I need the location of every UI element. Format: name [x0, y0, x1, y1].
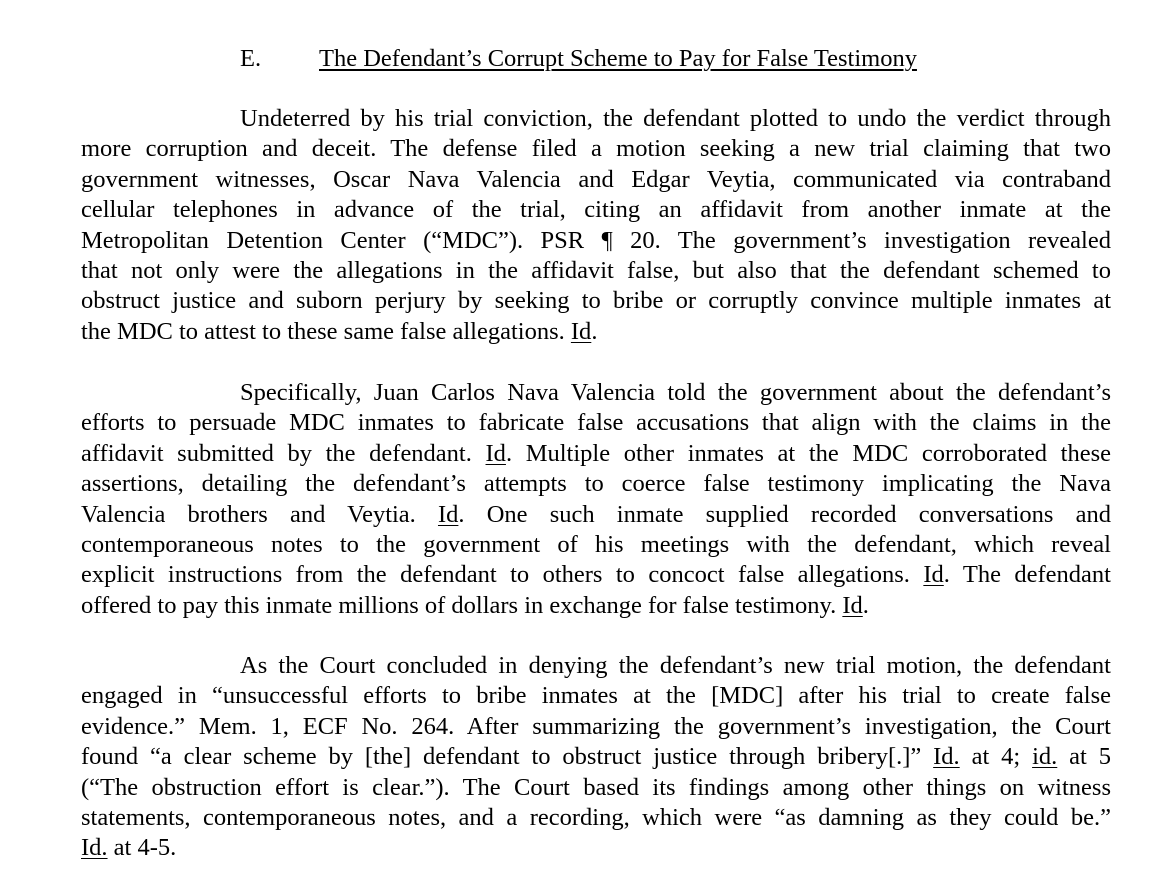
paragraph-line [81, 165, 1111, 195]
text-run: Specifically, Juan Carlos Nava Valencia told the government about the defendant’s [240, 379, 1111, 406]
paragraph-line [81, 378, 1111, 408]
text-run: contemporaneous notes to the government of his meetings with the defendant, which reveal [81, 530, 1111, 558]
citation-id: Id [570, 317, 592, 345]
paragraph-line [81, 286, 1111, 316]
paragraph-line [81, 681, 1111, 711]
paragraph-line [81, 317, 1111, 347]
text-run: affidavit submitted by the defendant. [81, 439, 486, 467]
text-run: As the Court concluded in denying the defendant’s new trial motion, the defendant [240, 652, 1111, 679]
citation-id: Id. [81, 834, 108, 862]
text-run: . One such inmate supplied recorded conversations and [458, 500, 1111, 528]
text-run: government witnesses, Oscar Nava Valencia and Edgar Veytia, communicated via contraband [81, 165, 1111, 193]
paragraph-line [81, 469, 1111, 499]
citation-id: id. [1032, 743, 1058, 771]
paragraph-2 [81, 378, 1111, 621]
text-run: engaged in “unsuccessful efforts to bribe inmates at the [MDC] after his trial to create false [81, 682, 1111, 710]
paragraph-line [81, 591, 1111, 621]
paragraph-line [81, 134, 1111, 164]
text-run: evidence.” Mem. 1, ECF No. 264. After summarizing the government’s investigation, the Court [81, 712, 1111, 740]
paragraph-line [81, 651, 1111, 681]
citation-id: Id [485, 439, 506, 467]
section-letter: E. [240, 45, 262, 72]
paragraph-line [81, 439, 1111, 469]
paragraph-line [81, 408, 1111, 438]
paragraph-1 [81, 104, 1111, 347]
text-run: the MDC to attest to these same false allegations. [81, 317, 571, 345]
paragraph-line [81, 530, 1111, 560]
text-run: that not only were the allegations in the affidavit false, but also that the defendant schemed to [81, 256, 1111, 284]
text-run: obstruct justice and suborn perjury by seeking to bribe or corruptly convince multiple inmates at [81, 287, 1111, 315]
paragraph-line [81, 500, 1111, 530]
section-heading [0, 42, 1152, 76]
paragraph-line [81, 256, 1111, 286]
paragraph-line [81, 773, 1111, 803]
text-run: at 4-5. [107, 834, 177, 862]
paragraph-line [81, 560, 1111, 590]
citation-id: Id [437, 500, 459, 528]
text-run: (“The obstruction effort is clear.”). The Court based its findings among other things on witness [81, 773, 1111, 801]
text-run: statements, contemporaneous notes, and a recording, which were “as damning as they could be.” [81, 803, 1111, 831]
text-run: . [862, 591, 869, 619]
text-run: at 5 [1057, 743, 1111, 771]
text-run: . [591, 317, 598, 345]
paragraph-line [81, 803, 1111, 833]
paragraph-line [81, 712, 1111, 742]
citation-id: Id. [933, 743, 960, 771]
text-run: . Multiple other inmates at the MDC corroborated these [505, 439, 1111, 467]
text-run: found “a clear scheme by [the] defendant to obstruct justice through bribery[.]” [81, 743, 934, 771]
text-run: more corruption and deceit. The defense filed a motion seeking a new trial claiming that two [81, 135, 1111, 163]
paragraph-line [81, 226, 1111, 256]
citation-id: Id [842, 591, 863, 619]
paragraph-3 [81, 651, 1111, 864]
text-run: assertions, detailing the defendant’s attempts to coerce false testimony implicating the Nava [81, 470, 1111, 498]
text-run: offered to pay this inmate millions of dollars in exchange for false testimony. [81, 591, 843, 619]
text-run: Undeterred by his trial conviction, the defendant plotted to undo the verdict through [240, 105, 1111, 132]
text-run: explicit instructions from the defendant to others to concoct false allegations. [81, 561, 924, 589]
text-run: Valencia brothers and Veytia. [81, 500, 438, 528]
paragraph-line [81, 195, 1111, 225]
citation-id: Id [923, 561, 944, 589]
text-run: . The defendant [943, 561, 1111, 589]
text-run: at 4; [959, 743, 1033, 771]
text-run: Metropolitan Detention Center (“MDC”). PSR ¶ 20. The government’s investigation revealed [81, 226, 1111, 254]
paragraph-line [81, 742, 1111, 772]
paragraph-line [81, 104, 1111, 134]
text-run: efforts to persuade MDC inmates to fabricate false accusations that align with the claims in the [81, 409, 1111, 437]
text-run: cellular telephones in advance of the trial, citing an affidavit from another inmate at the [81, 196, 1111, 224]
section-title: The Defendant’s Corrupt Scheme to Pay for False Testimony [319, 45, 917, 72]
paragraph-line [81, 833, 1111, 863]
